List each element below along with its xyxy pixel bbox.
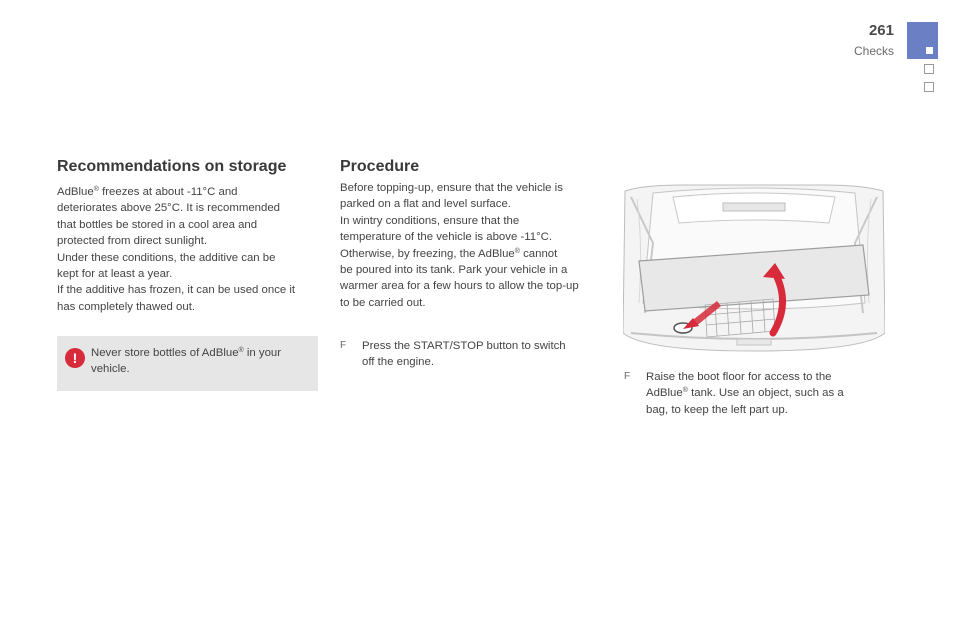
warning-text: Never store bottles of AdBlue® in your vehicle.	[91, 347, 282, 376]
text-line: that bottles be stored in a cool area and	[57, 218, 258, 231]
chapter-tab-box	[924, 64, 934, 74]
step-text: Press the START/STOP button to switch off the engine.	[362, 340, 566, 369]
warning-box	[57, 336, 318, 391]
text-line: Under these conditions, the additive can be	[57, 251, 276, 264]
text-line: If the additive has frozen, it can be used once it	[57, 284, 296, 297]
text-line: kept for at least a year.	[57, 268, 173, 281]
page-number: 261	[868, 22, 894, 39]
exclamation-warning-icon: !	[65, 348, 85, 368]
text-line: be poured into its tank. Park your vehicle in a	[340, 264, 568, 277]
text-line: Before topping-up, ensure that the vehicle is	[340, 182, 563, 194]
text-line: In wintry conditions, ensure that the	[340, 214, 520, 227]
storage-paragraph	[57, 184, 295, 315]
text-line: deteriorates above 25°C. It is recommended	[57, 202, 280, 215]
text-line: has completely thawed out.	[57, 300, 196, 313]
text-line: warmer area for a few hours to allow the top-up	[340, 280, 579, 293]
text-line: Otherwise, by freezing, the AdBlue® cannot	[340, 247, 558, 260]
chapter-tab-marker	[926, 47, 933, 54]
text-line: temperature of the vehicle is above -11°C.	[340, 231, 553, 244]
step-text: Raise the boot floor for access to the AdBlue® tank. Use an object, such as a bag, to keep the left part up.	[646, 371, 844, 416]
storage-heading: Recommendations on storage	[57, 158, 287, 175]
text-line: to be carried out.	[340, 296, 426, 309]
bullet-marker: F	[624, 371, 631, 382]
procedure-heading: Procedure	[340, 158, 420, 175]
bullet-marker: F	[340, 340, 347, 351]
text-line: parked on a flat and level surface.	[340, 198, 511, 211]
step-raise-boot-floor	[624, 369, 884, 419]
text-line: AdBlue® freezes at about -11°C and	[57, 186, 238, 198]
procedure-paragraph	[340, 180, 579, 311]
text-line: protected from direct sunlight.	[57, 235, 208, 248]
car-boot-floor-raised-illustration	[623, 183, 885, 353]
step-start-stop	[340, 338, 600, 372]
chapter-tab	[907, 22, 938, 59]
chapter-tab-box	[924, 82, 934, 92]
section-name: Checks	[853, 44, 894, 58]
